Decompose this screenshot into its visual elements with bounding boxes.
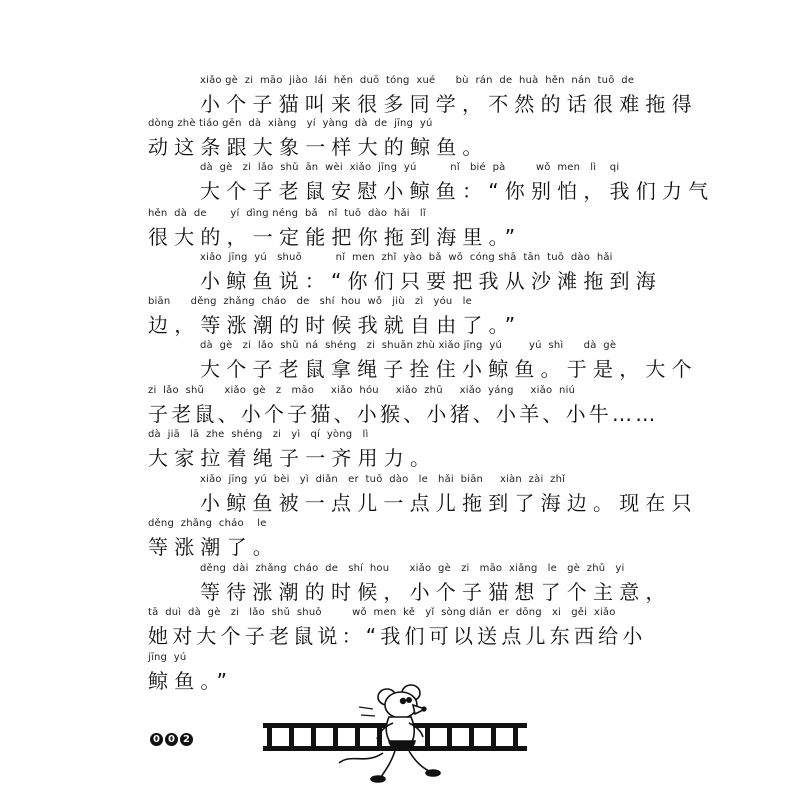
- chinese-text: 小鲸鱼被一点儿一点儿拖到了海边。现在只: [200, 491, 698, 515]
- chinese-text: 大个子老鼠安慰小鲸鱼：“你别怕，我们力气: [200, 179, 715, 203]
- pinyin-annotation: xiǎo jīng yú shuō nǐ men zhǐ yào bǎ wǒ cóng shā tān tuō dào hǎi: [200, 252, 613, 263]
- page-number-digit: 0: [150, 733, 163, 746]
- chinese-text: 小个子猫叫来很多同学，不然的话很难拖得: [200, 92, 698, 116]
- pinyin-annotation: biān děng zhǎng cháo de shí hou wǒ jiù zì yóu le: [148, 296, 472, 307]
- chinese-text: 她对大个子老鼠说：“我们可以送点儿东西给小: [148, 624, 647, 648]
- mouse-running-on-ladder-icon: [255, 683, 530, 788]
- chinese-text: 等涨潮了。: [148, 535, 279, 559]
- chinese-text: 等待涨潮的时候，小个子猫想了个主意，: [200, 580, 672, 604]
- page-number-digit: 0: [165, 733, 178, 746]
- page-number: [150, 733, 193, 746]
- pinyin-annotation: dà gè zi lǎo shǔ ná shéng zi shuān zhù xiǎo jīng yú yú shì dà gè: [200, 340, 617, 351]
- chinese-text: 大个子老鼠拿绳子拴住小鲸鱼。于是，大个: [200, 357, 698, 381]
- chinese-text: 动这条跟大象一样大的鲸鱼。: [148, 135, 489, 159]
- chinese-text: 小鲸鱼说：“你们只要把我从沙滩拖到海: [200, 269, 662, 293]
- pinyin-annotation: dà jiā lā zhe shéng zi yì qí yòng lì: [148, 429, 369, 440]
- pinyin-annotation: xiǎo gè zi māo jiào lái hěn duō tóng xué bù rán de huà hěn nán tuō de: [200, 75, 635, 86]
- chinese-text: 很大的，一定能把你拖到海里。”: [148, 225, 522, 249]
- chinese-text: 鲸鱼。”: [148, 669, 234, 693]
- chinese-text: 边，等涨潮的时候我就自由了。”: [148, 313, 522, 337]
- pinyin-annotation: dà gè zi lǎo shǔ ān wèi xiǎo jīng yú nǐ bié pà wǒ men lì qi: [200, 162, 620, 173]
- page-number-digit: 2: [180, 733, 193, 746]
- pinyin-annotation: zi lǎo shǔ xiǎo gè z māo xiǎo hóu xiǎo zhū xiǎo yáng xiǎo niú: [148, 385, 576, 396]
- chinese-text: 子老鼠、小个子猫、小猴、小猪、小羊、小牛……: [148, 402, 659, 426]
- pinyin-annotation: jīng yú: [148, 652, 187, 663]
- chinese-text: 大家拉着绳子一齐用力。: [148, 446, 437, 470]
- pinyin-annotation: tā duì dà gè zi lǎo shǔ shuō wǒ men kě yǐ sòng diǎn er dōng xi gěi xiǎo: [148, 607, 616, 618]
- pinyin-annotation: dòng zhè tiáo gēn dà xiàng yí yàng dà de jīng yú: [148, 118, 433, 129]
- pinyin-annotation: děng zhǎng cháo le: [148, 518, 267, 529]
- pinyin-annotation: hěn dà de yí dìng néng bǎ nǐ tuō dào hǎi lǐ: [148, 208, 426, 219]
- pinyin-annotation: děng dài zhǎng cháo de shí hou xiǎo gè zi māo xiǎng le gè zhǔ yi: [200, 563, 625, 574]
- pinyin-annotation: xiǎo jīng yú bèi yì diǎn er tuō dào le hǎi biān xiàn zài zhǐ: [200, 474, 566, 485]
